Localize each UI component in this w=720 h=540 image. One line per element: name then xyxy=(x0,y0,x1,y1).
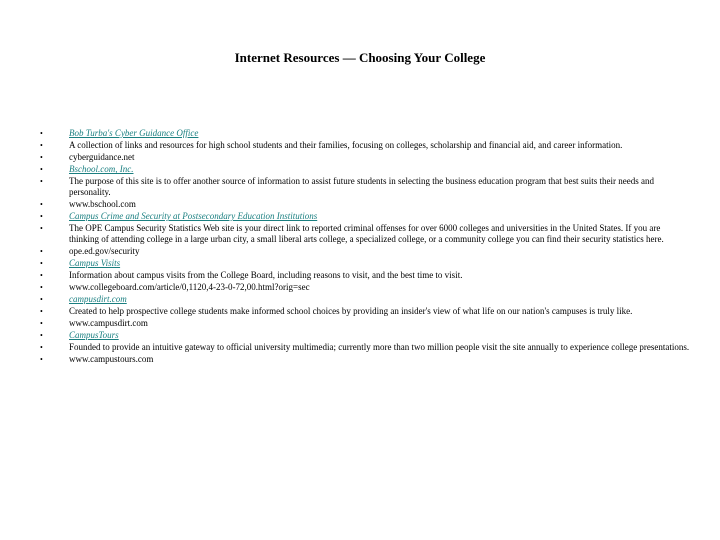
description-text: Information about campus visits from the College Board, including reasons to visit, and the best time to visit. xyxy=(69,270,463,280)
list-item xyxy=(40,246,690,257)
bullet-icon: • xyxy=(40,212,43,221)
description-text: A collection of links and resources for high school students and their families, focusing on colleges, scholarship and financial aid, and career information. xyxy=(69,140,623,150)
link-cyber-guidance[interactable]: Bob Turba's Cyber Guidance Office xyxy=(69,128,199,138)
bullet-icon: • xyxy=(40,319,43,328)
list-item xyxy=(40,282,690,293)
list-item xyxy=(40,354,690,365)
list-item xyxy=(40,258,690,269)
resource-list xyxy=(40,128,690,366)
bullet-icon: • xyxy=(40,355,43,364)
bullet-icon: • xyxy=(40,295,43,304)
list-item xyxy=(40,318,690,329)
link-campusdirt[interactable]: campusdirt.com xyxy=(69,294,127,304)
list-item xyxy=(40,164,690,175)
bullet-icon: • xyxy=(40,331,43,340)
url-text: www.collegeboard.com/article/0,1120,4-23-0-72,00.html?orig=sec xyxy=(69,282,310,292)
description-text: The OPE Campus Security Statistics Web site is your direct link to reported criminal offenses for over 6000 colleges and universities in the United States. If you are thinking of attending college in a large urban city, a small liberal arts college, a specialized college, or a community college you can find their security statistics here. xyxy=(69,223,664,244)
bullet-icon: • xyxy=(40,153,43,162)
list-item xyxy=(40,128,690,139)
url-text: cyberguidance.net xyxy=(69,152,135,162)
bullet-icon: • xyxy=(40,141,43,150)
bullet-icon: • xyxy=(40,177,43,186)
link-campustours[interactable]: CampusTours xyxy=(69,330,119,340)
description-text: The purpose of this site is to offer another source of information to assist future students in selecting the business education program that best suits their needs and personality. xyxy=(69,176,654,197)
url-text: www.campusdirt.com xyxy=(69,318,148,328)
list-item xyxy=(40,140,690,151)
bullet-icon: • xyxy=(40,307,43,316)
bullet-icon: • xyxy=(40,165,43,174)
list-item xyxy=(40,199,690,210)
list-item xyxy=(40,270,690,281)
bullet-icon: • xyxy=(40,224,43,233)
list-item xyxy=(40,294,690,305)
description-text: Founded to provide an intuitive gateway to official university multimedia; currently more than two million people visit the site annually to experience college presentations. xyxy=(69,342,690,352)
page-title: Internet Resources — Choosing Your College xyxy=(234,50,486,65)
url-text: www.bschool.com xyxy=(69,199,136,209)
description-text: Created to help prospective college students make informed school choices by providing an insider's view of what life on our nation's campuses is truly like. xyxy=(69,306,633,316)
bullet-icon: • xyxy=(40,283,43,292)
list-item xyxy=(40,211,690,222)
bullet-icon: • xyxy=(40,259,43,268)
link-campus-crime[interactable]: Campus Crime and Security at Postsecondary Education Institutions xyxy=(69,211,318,221)
link-bschool[interactable]: Bschool.com, Inc. xyxy=(69,164,134,174)
bullet-icon: • xyxy=(40,343,43,352)
list-item xyxy=(40,223,690,245)
link-campus-visits[interactable]: Campus Visits xyxy=(69,258,121,268)
list-item xyxy=(40,342,690,353)
bullet-icon: • xyxy=(40,271,43,280)
bullet-icon: • xyxy=(40,200,43,209)
bullet-icon: • xyxy=(40,247,43,256)
list-item xyxy=(40,152,690,163)
list-item xyxy=(40,176,690,198)
list-item xyxy=(40,306,690,317)
url-text: www.campustours.com xyxy=(69,354,154,364)
url-text: ope.ed.gov/security xyxy=(69,246,140,256)
list-item xyxy=(40,330,690,341)
bullet-icon: • xyxy=(40,129,43,138)
